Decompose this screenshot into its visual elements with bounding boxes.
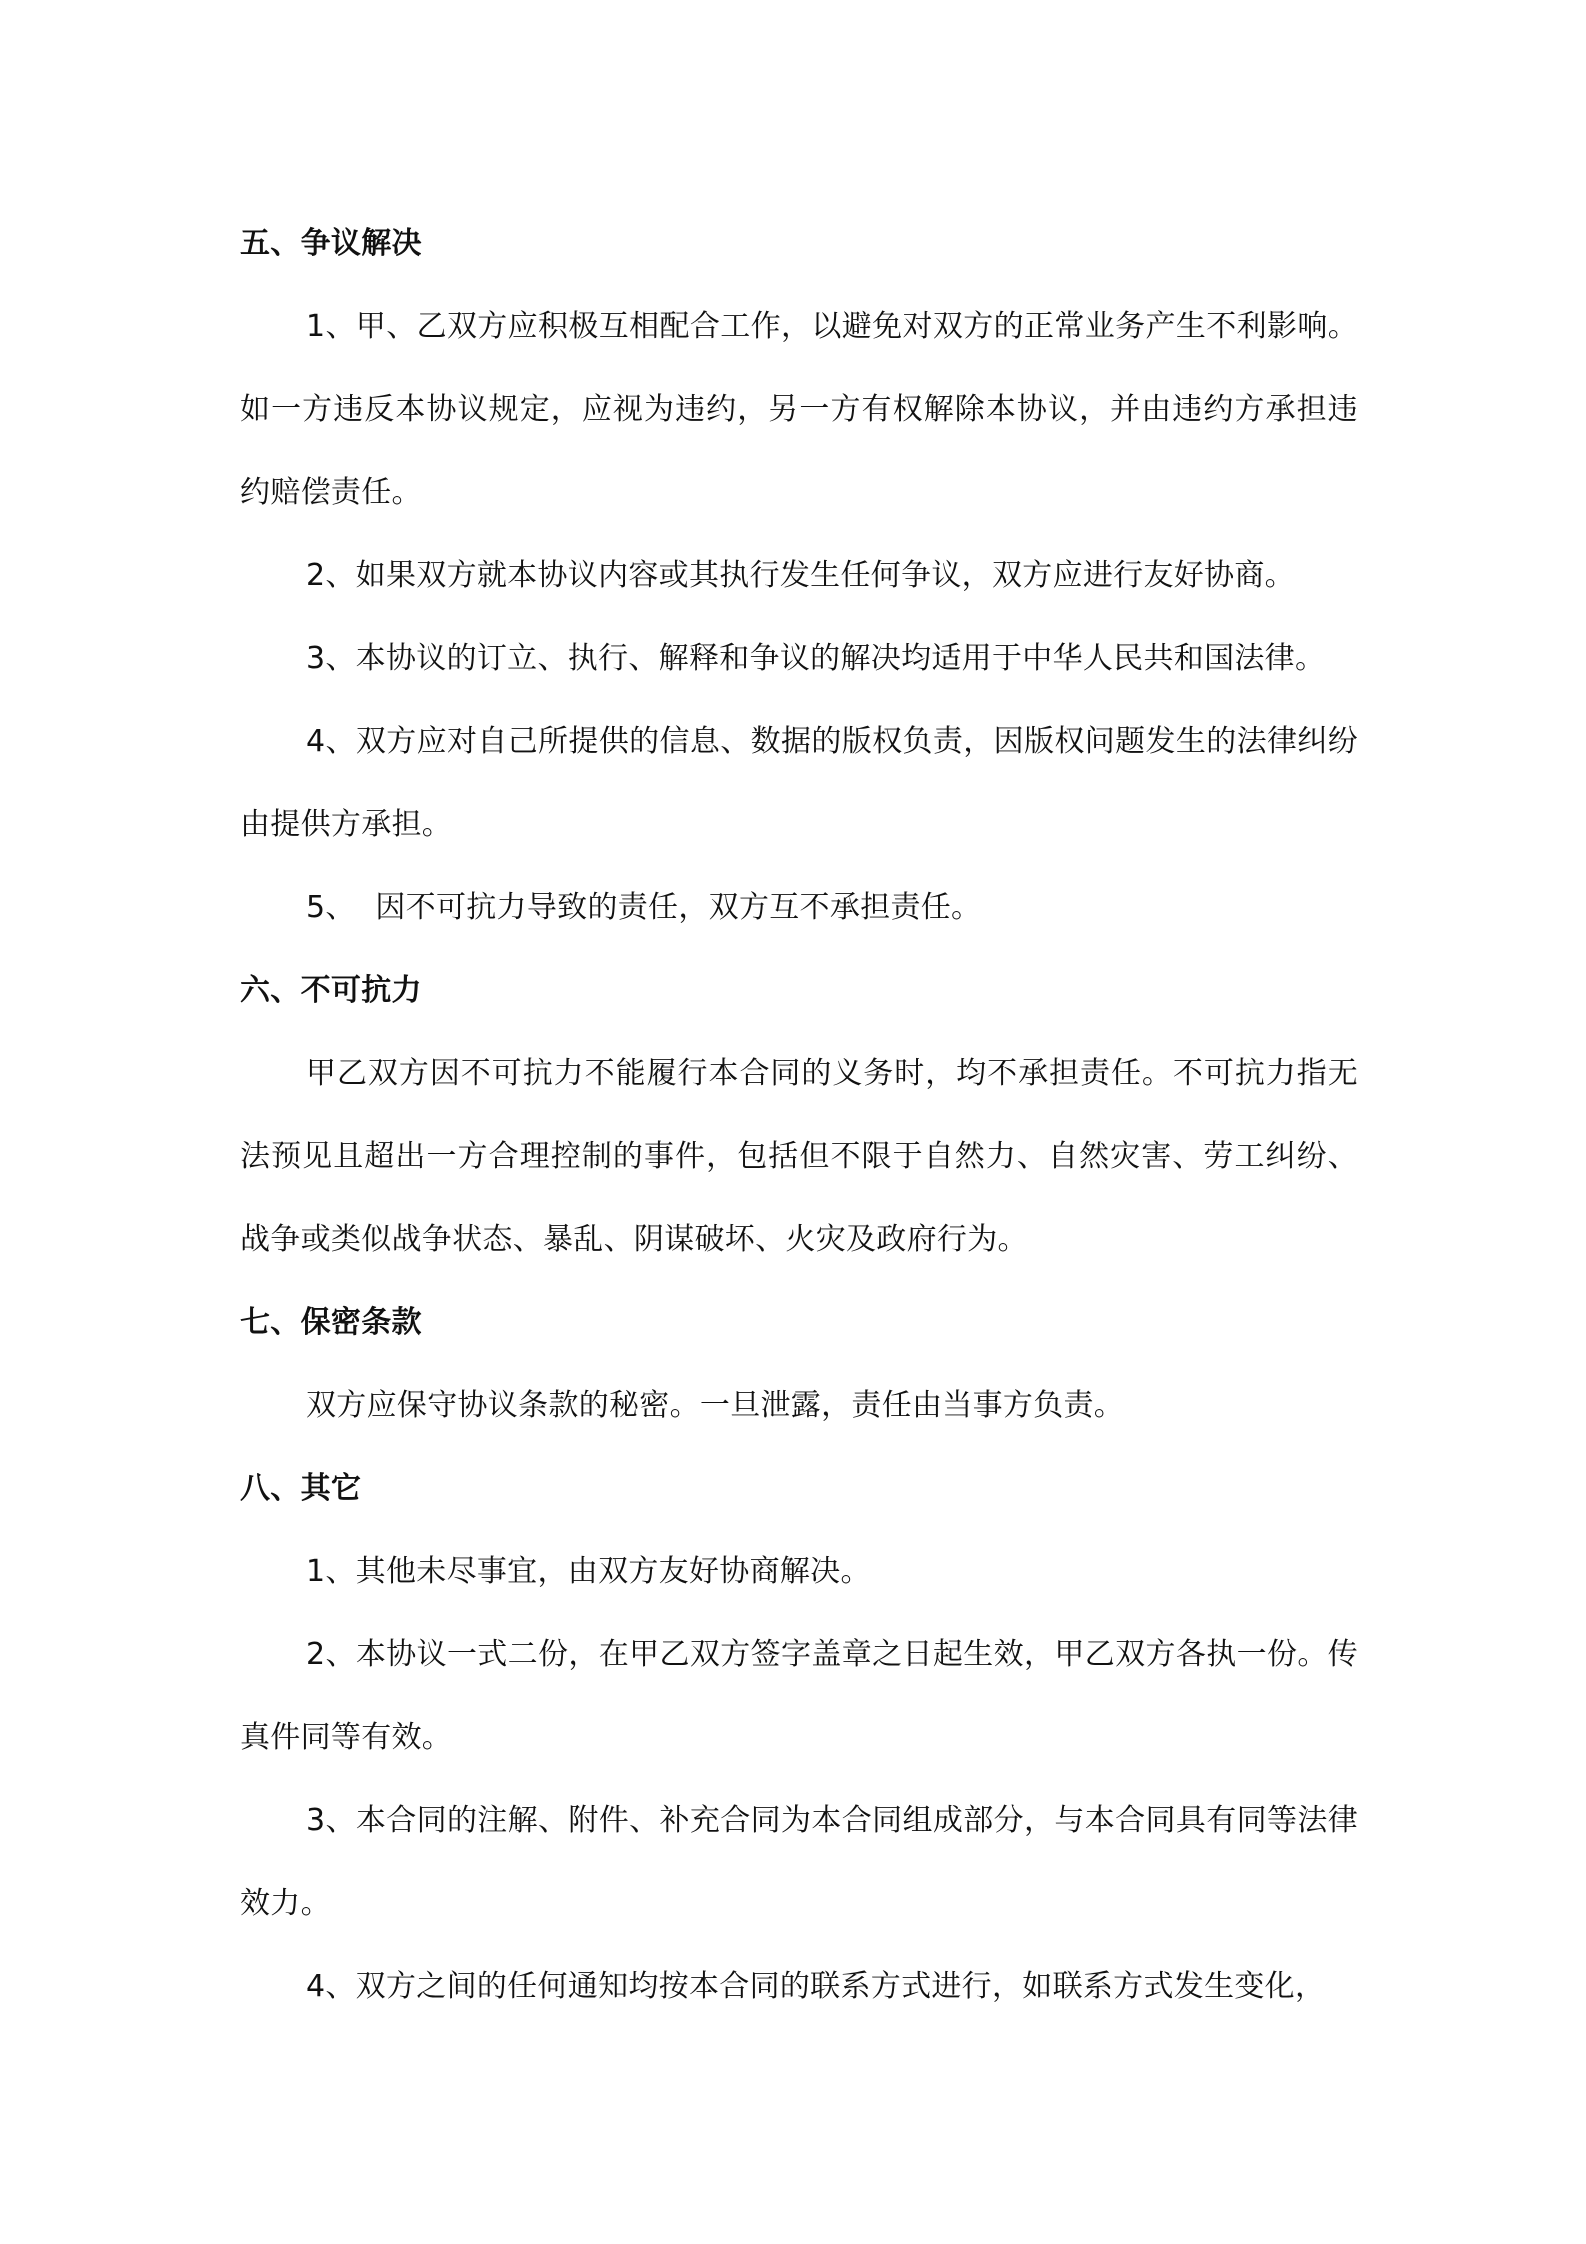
clause-paragraph: 3、本协议的订立、执行、解释和争议的解决均适用于中华人民共和国法律。 <box>306 641 1326 676</box>
clause-paragraph: 1、其他未尽事宜，由双方友好协商解决。 <box>306 1554 871 1589</box>
section-heading-confidentiality: 七、保密条款 <box>240 1305 422 1340</box>
clause-paragraph: 4、双方应对自己所提供的信息、数据的版权负责，因版权问题发生的法律纠纷由提供方承担。 <box>240 724 1358 842</box>
clause-paragraph: 5、 因不可抗力导致的责任，双方互不承担责任。 <box>306 890 982 925</box>
section-heading-dispute-resolution: 五、争议解决 <box>240 226 422 261</box>
clause-paragraph: 2、本协议一式二份，在甲乙双方签字盖章之日起生效，甲乙双方各执一份。传真件同等有效。 <box>240 1637 1358 1755</box>
clause-paragraph: 4、双方之间的任何通知均按本合同的联系方式进行，如联系方式发生变化， <box>306 1969 1326 2004</box>
clause-paragraph: 1、甲、乙双方应积极互相配合工作，以避免对双方的正常业务产生不利影响。如一方违反本协议规定，应视为违约，另一方有权解除本协议，并由违约方承担违约赔偿责任。 <box>240 309 1358 510</box>
clause-paragraph: 双方应保守协议条款的秘密。一旦泄露，责任由当事方负责。 <box>306 1388 1125 1423</box>
section-heading-force-majeure: 六、不可抗力 <box>240 973 422 1008</box>
clause-paragraph: 2、如果双方就本协议内容或其执行发生任何争议，双方应进行友好协商。 <box>306 558 1295 593</box>
clause-paragraph: 3、本合同的注解、附件、补充合同为本合同组成部分，与本合同具有同等法律效力。 <box>240 1803 1358 1921</box>
clause-paragraph: 甲乙双方因不可抗力不能履行本合同的义务时，均不承担责任。不可抗力指无法预见且超出一方合理控制的事件，包括但不限于自然力、自然灾害、劳工纠纷、战争或类似战争状态、暴乱、阴谋破坏、火灾及政府行为。 <box>240 1056 1358 1257</box>
section-heading-others: 八、其它 <box>240 1471 362 1506</box>
document-body <box>240 202 1358 2028</box>
